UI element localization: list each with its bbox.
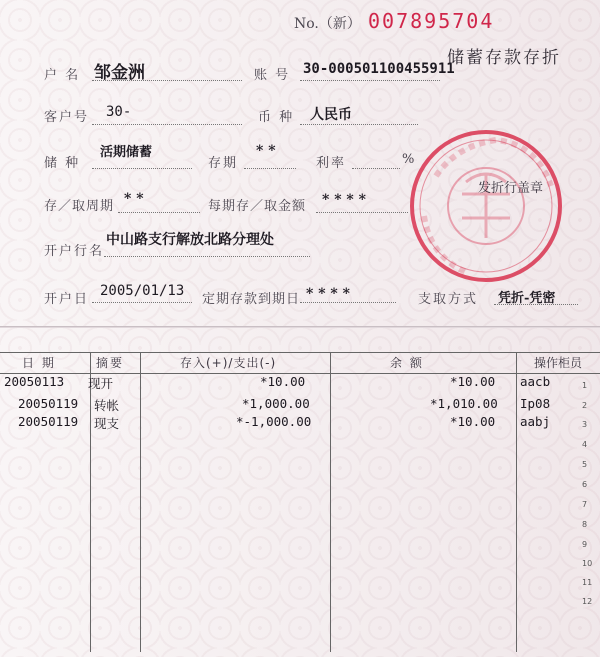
customer-label: 客户号 xyxy=(44,110,90,125)
branch-underline xyxy=(104,256,310,257)
row-summary: 转帐 xyxy=(94,398,120,413)
row-teller: Ip08 xyxy=(520,396,551,411)
customer-underline xyxy=(92,124,242,125)
each-amount-underline xyxy=(316,212,408,213)
ledger-row xyxy=(0,414,600,433)
row-amount: *1,000.00 xyxy=(242,396,310,411)
withdraw-method-underline xyxy=(494,304,578,305)
col-summary-header: 摘要 xyxy=(96,356,125,370)
row-balance: *10.00 xyxy=(450,374,496,389)
due-date-value: * * * * xyxy=(306,286,350,302)
branch-label: 开户行名 xyxy=(44,244,105,259)
serial-label: No.（新） xyxy=(294,16,361,32)
col-date-header: 日 期 xyxy=(22,356,56,370)
account-value: 30-000501100455911 xyxy=(303,61,455,77)
col-balance-header: 余 额 xyxy=(390,356,424,370)
col-teller-header: 操作柜员 xyxy=(534,356,583,370)
serial-number: 007895704 xyxy=(368,9,495,33)
due-date-underline xyxy=(300,302,396,303)
currency-underline xyxy=(300,124,418,125)
name-underline xyxy=(92,80,242,81)
period-label: 存／取周期 xyxy=(44,199,115,214)
row-number: 8 xyxy=(582,520,588,529)
withdraw-method-label: 支取方式 xyxy=(418,292,479,307)
term-underline xyxy=(244,168,296,169)
name-value: 邹金洲 xyxy=(94,63,145,83)
row-amount: *10.00 xyxy=(260,374,306,389)
row-number: 9 xyxy=(582,540,588,549)
row-number: 5 xyxy=(582,460,588,469)
row-number: 10 xyxy=(582,559,593,568)
row-number: 1 xyxy=(582,381,588,390)
deposit-type-value: 活期储蓄 xyxy=(100,145,153,160)
row-number: 3 xyxy=(582,420,588,429)
row-balance: *10.00 xyxy=(450,414,496,429)
deposit-type-label: 储 种 xyxy=(44,156,81,171)
term-label: 存期 xyxy=(208,156,239,171)
row-summary: 现开 xyxy=(88,376,114,391)
row-amount: *-1,000.00 xyxy=(236,414,312,429)
bank-seal-stamp xyxy=(406,126,566,286)
term-value: * * xyxy=(256,143,276,159)
each-amount-value: * * * * xyxy=(322,192,366,208)
currency-label: 币 种 xyxy=(258,110,295,125)
row-teller: aacb xyxy=(520,374,551,389)
account-label: 账 号 xyxy=(254,68,291,83)
row-date: 20050119 xyxy=(18,396,79,411)
currency-value: 人民币 xyxy=(310,107,352,123)
row-number: 4 xyxy=(582,440,588,449)
row-summary: 现支 xyxy=(94,416,120,431)
row-number: 2 xyxy=(582,401,588,410)
row-number: 7 xyxy=(582,500,588,509)
name-label: 户 名 xyxy=(44,68,81,83)
customer-value: 30- xyxy=(106,104,132,120)
row-number: 12 xyxy=(582,597,593,606)
rate-unit: % xyxy=(402,152,415,167)
row-number: 11 xyxy=(582,578,593,587)
row-date: 20050119 xyxy=(18,414,79,429)
each-amount-label: 每期存／取金额 xyxy=(208,199,307,214)
account-underline xyxy=(300,80,440,81)
col-amount-header: 存入(+)/支出(-) xyxy=(180,356,277,370)
row-date: 20050113 xyxy=(4,374,65,389)
due-date-label: 定期存款到期日 xyxy=(202,292,301,307)
row-teller: aabj xyxy=(520,414,551,429)
passbook-title: 储蓄存款存折 xyxy=(447,48,561,68)
deposit-type-underline xyxy=(92,168,192,169)
withdraw-method-value: 凭折-凭密 xyxy=(498,291,556,306)
ledger-row xyxy=(0,396,600,415)
period-underline xyxy=(118,212,200,213)
period-value: * * xyxy=(124,191,144,207)
ledger-row xyxy=(0,374,600,393)
open-date-underline xyxy=(92,302,192,303)
row-number: 6 xyxy=(582,480,588,489)
open-date-label: 开户日 xyxy=(44,292,90,307)
stamp-text: 发折行盖章 xyxy=(478,181,544,196)
open-date-value: 2005/01/13 xyxy=(100,283,185,299)
branch-value: 中山路支行解放北路分理处 xyxy=(106,232,274,248)
rate-label: 利率 xyxy=(316,156,347,171)
passbook-top-page xyxy=(0,0,600,327)
row-balance: *1,010.00 xyxy=(430,396,498,411)
rate-underline xyxy=(352,168,400,169)
